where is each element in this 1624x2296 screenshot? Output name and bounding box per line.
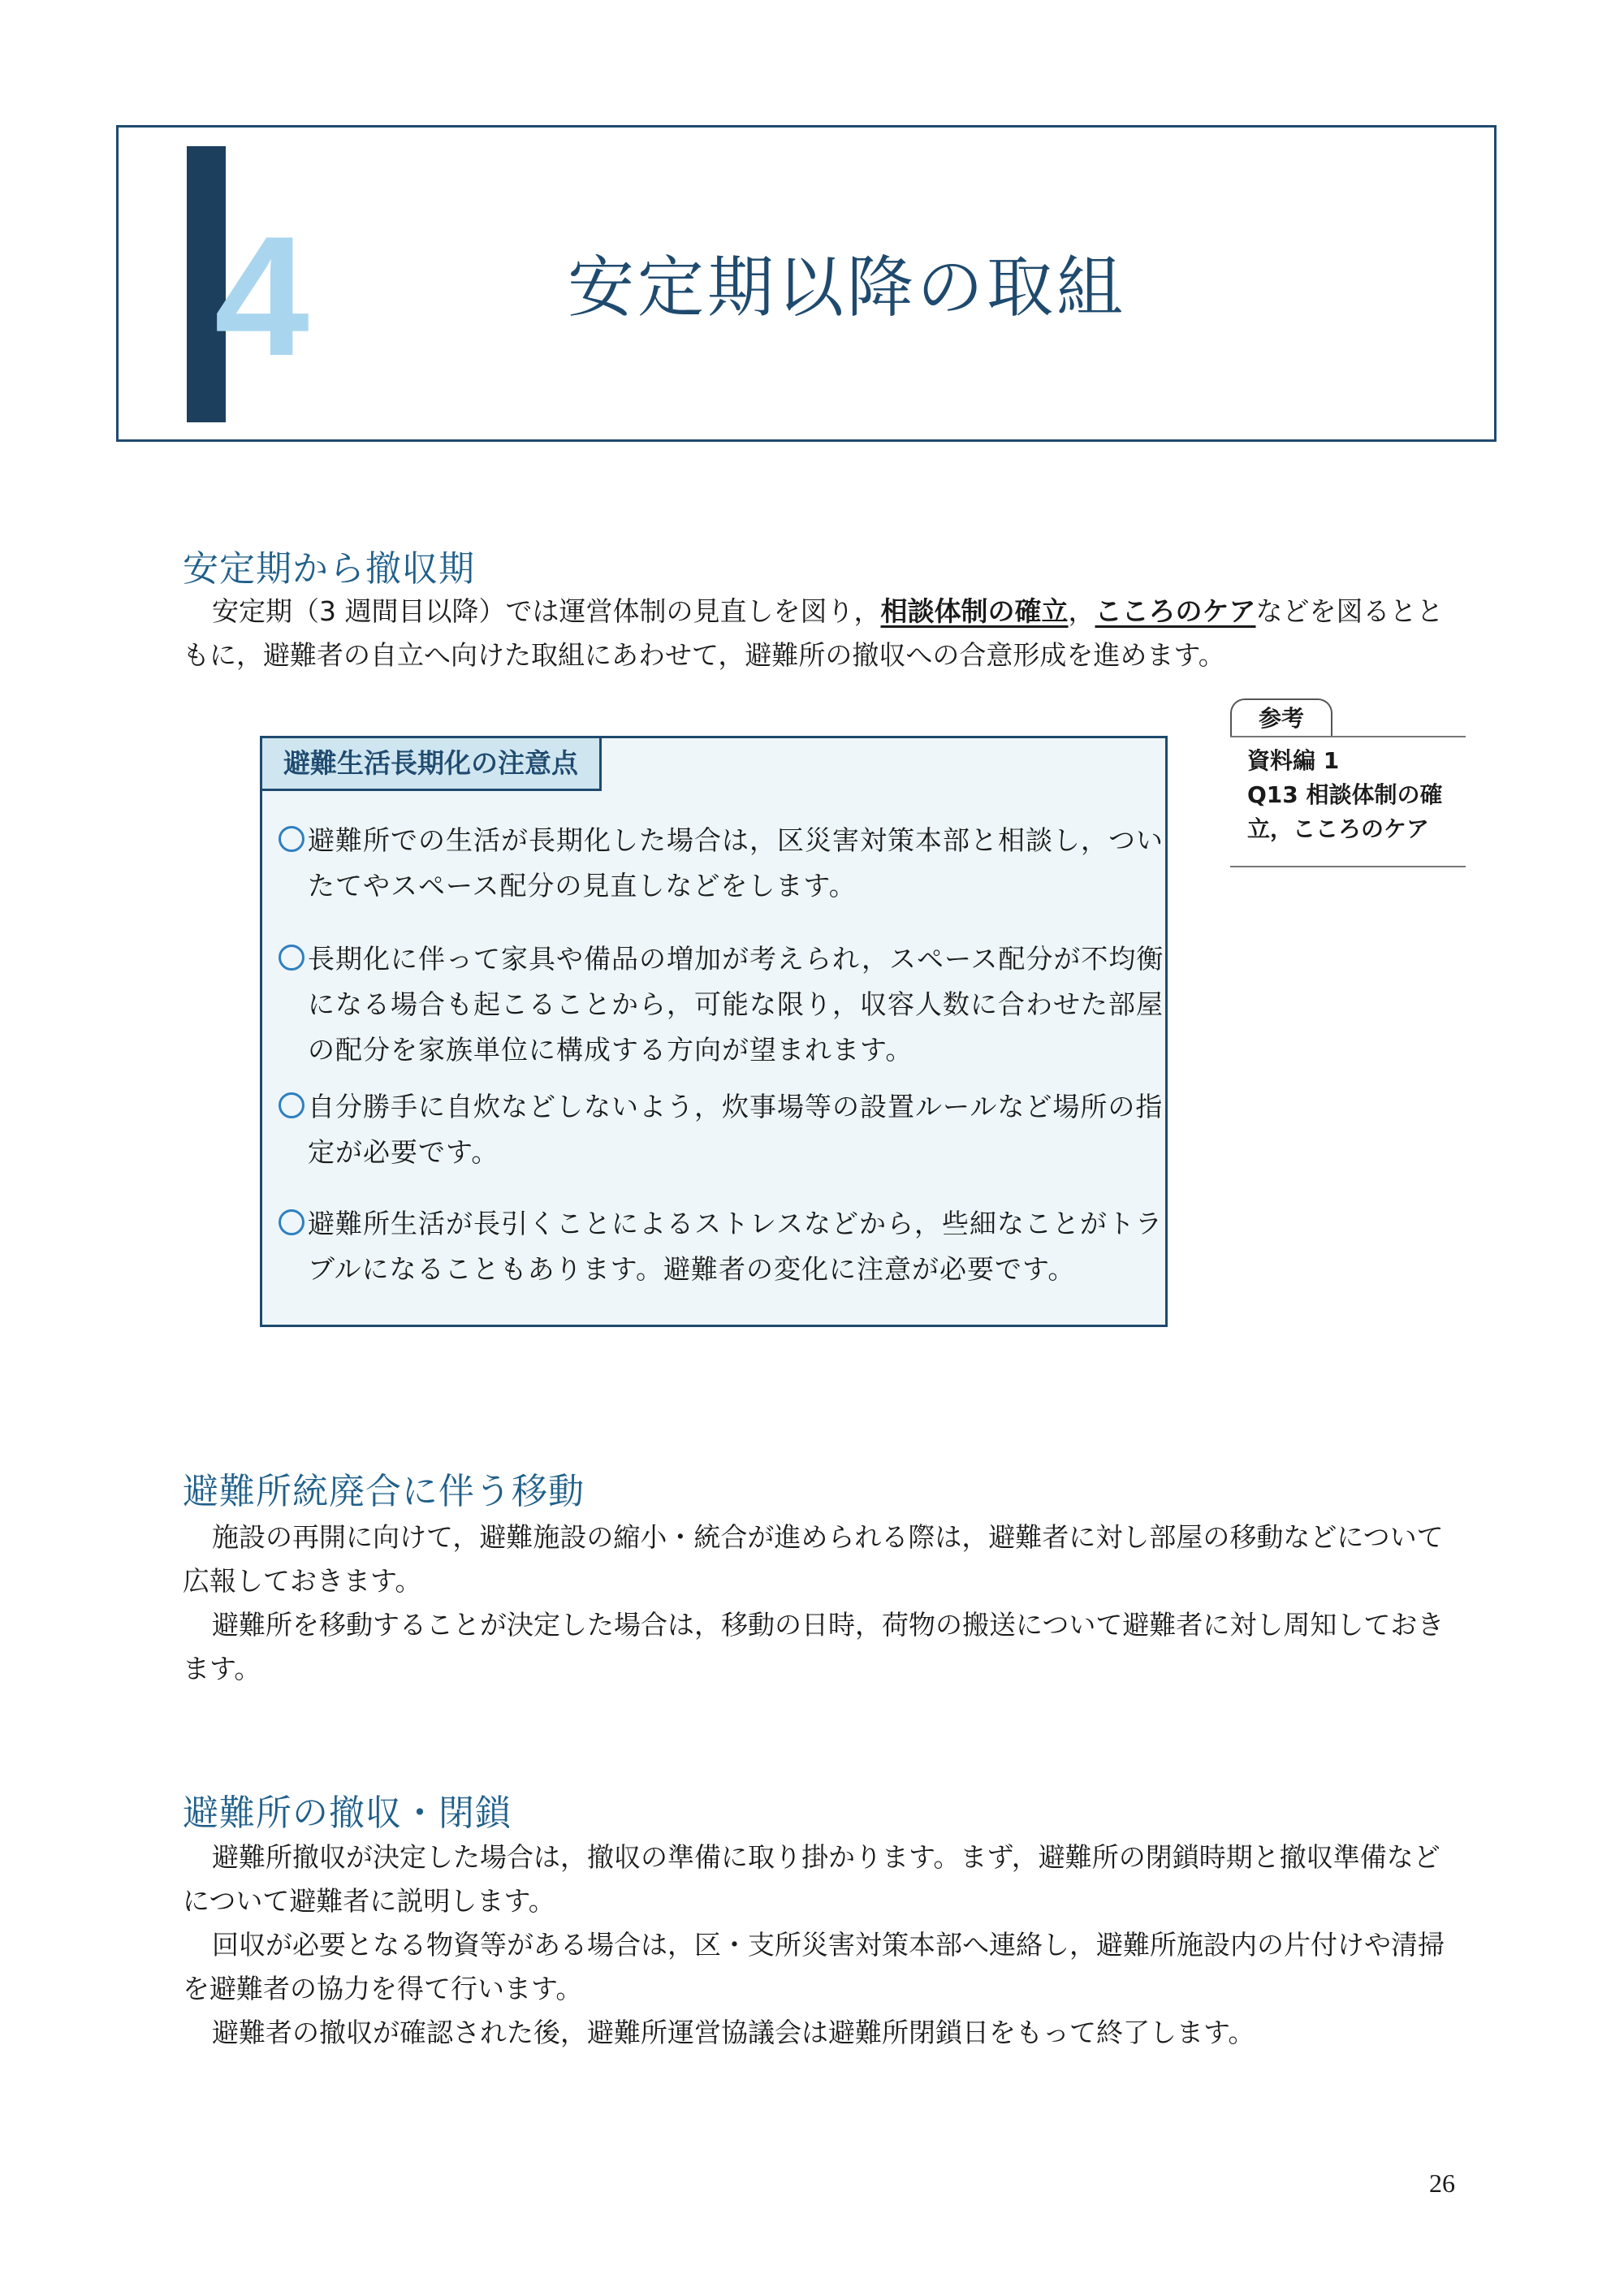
reference-line: Q13 相談体制の確立，こころのケア	[1247, 781, 1443, 842]
caution-box	[260, 736, 1168, 1327]
circle-bullet-icon	[279, 945, 304, 971]
caution-item	[279, 818, 1185, 909]
caution-item-text: 避難所生活が長引くことによるストレスなどから，些細なことがトラブルになることもあります。避難者の変化に注意が必要です。	[308, 1208, 1164, 1285]
reference-divider-bottom	[1230, 866, 1466, 867]
page-number: 26	[1429, 2168, 1455, 2198]
reference-text	[1247, 744, 1466, 846]
caution-item	[279, 936, 1185, 1073]
chapter-number: 4	[214, 201, 309, 391]
chapter-header	[116, 125, 1497, 442]
emphasis-mental-care: こころのケア	[1095, 595, 1256, 627]
section-paragraph: 避難所撤収が決定した場合は，撤収の準備に取り掛かります。まず，避難所の閉鎖時期と撤収準備などについて避難者に説明します。	[183, 1841, 1440, 1917]
text-span: などを図るとともに，避難者の自立へ向けた取組にあわせて，避難所の撤収への合意形成を進めます。	[183, 595, 1444, 671]
caution-item-text: 避難所での生活が長期化した場合は，区災害対策本部と相談し，ついたてやスペース配分の見直しなどをします。	[308, 824, 1164, 902]
chapter-title: 安定期以降の取組	[567, 249, 1126, 326]
reference-tab: 参考	[1230, 698, 1332, 736]
section-heading-relocation: 避難所統廃合に伴う移動	[183, 1471, 585, 1512]
text-span: ，	[1068, 595, 1095, 627]
caution-item	[279, 1084, 1185, 1175]
caution-item	[279, 1201, 1185, 1292]
section-heading-closure: 避難所の撤収・閉鎖	[183, 1792, 512, 1834]
section-paragraph	[183, 590, 1466, 677]
section-paragraph: 施設の再開に向けて，避難施設の縮小・統合が進められる際は，避難者に対し部屋の移動などについて広報しておきます。	[183, 1521, 1444, 1597]
emphasis-consultation: 相談体制の確立	[880, 595, 1069, 627]
text-span: 安定期（3 週間目以降）では運営体制の見直しを図り，	[212, 595, 881, 627]
caution-item-text: 長期化に伴って家具や備品の増加が考えられ，スペース配分が不均衡になる場合も起こることから，可能な限り，収容人数に合わせた部屋の配分を家族単位に構成する方向が望まれます。	[308, 943, 1164, 1066]
circle-bullet-icon	[279, 826, 304, 852]
section-heading-stable-period: 安定期から撤収期	[183, 548, 475, 590]
section-paragraph: 避難所を移動することが決定した場合は，移動の日時，荷物の搬送について避難者に対し周知しておきます。	[183, 1609, 1445, 1684]
reference-divider-top	[1230, 736, 1466, 737]
circle-bullet-icon	[279, 1092, 304, 1118]
reference-line: 資料編 1	[1247, 747, 1340, 774]
caution-item-text: 自分勝手に自炊などしないよう，炊事場等の設置ルールなど場所の指定が必要です。	[308, 1091, 1164, 1168]
caution-box-title: 避難生活長期化の注意点	[262, 738, 602, 791]
section-paragraph: 回収が必要となる物資等がある場合は，区・支所災害対策本部へ連絡し，避難所施設内の片付けや清掃を避難者の協力を得て行います。	[183, 1929, 1445, 2004]
section-paragraph: 避難者の撤収が確認された後，避難所運営協議会は避難所閉鎖日をもって終了します。	[212, 2017, 1255, 2048]
circle-bullet-icon	[279, 1209, 304, 1235]
